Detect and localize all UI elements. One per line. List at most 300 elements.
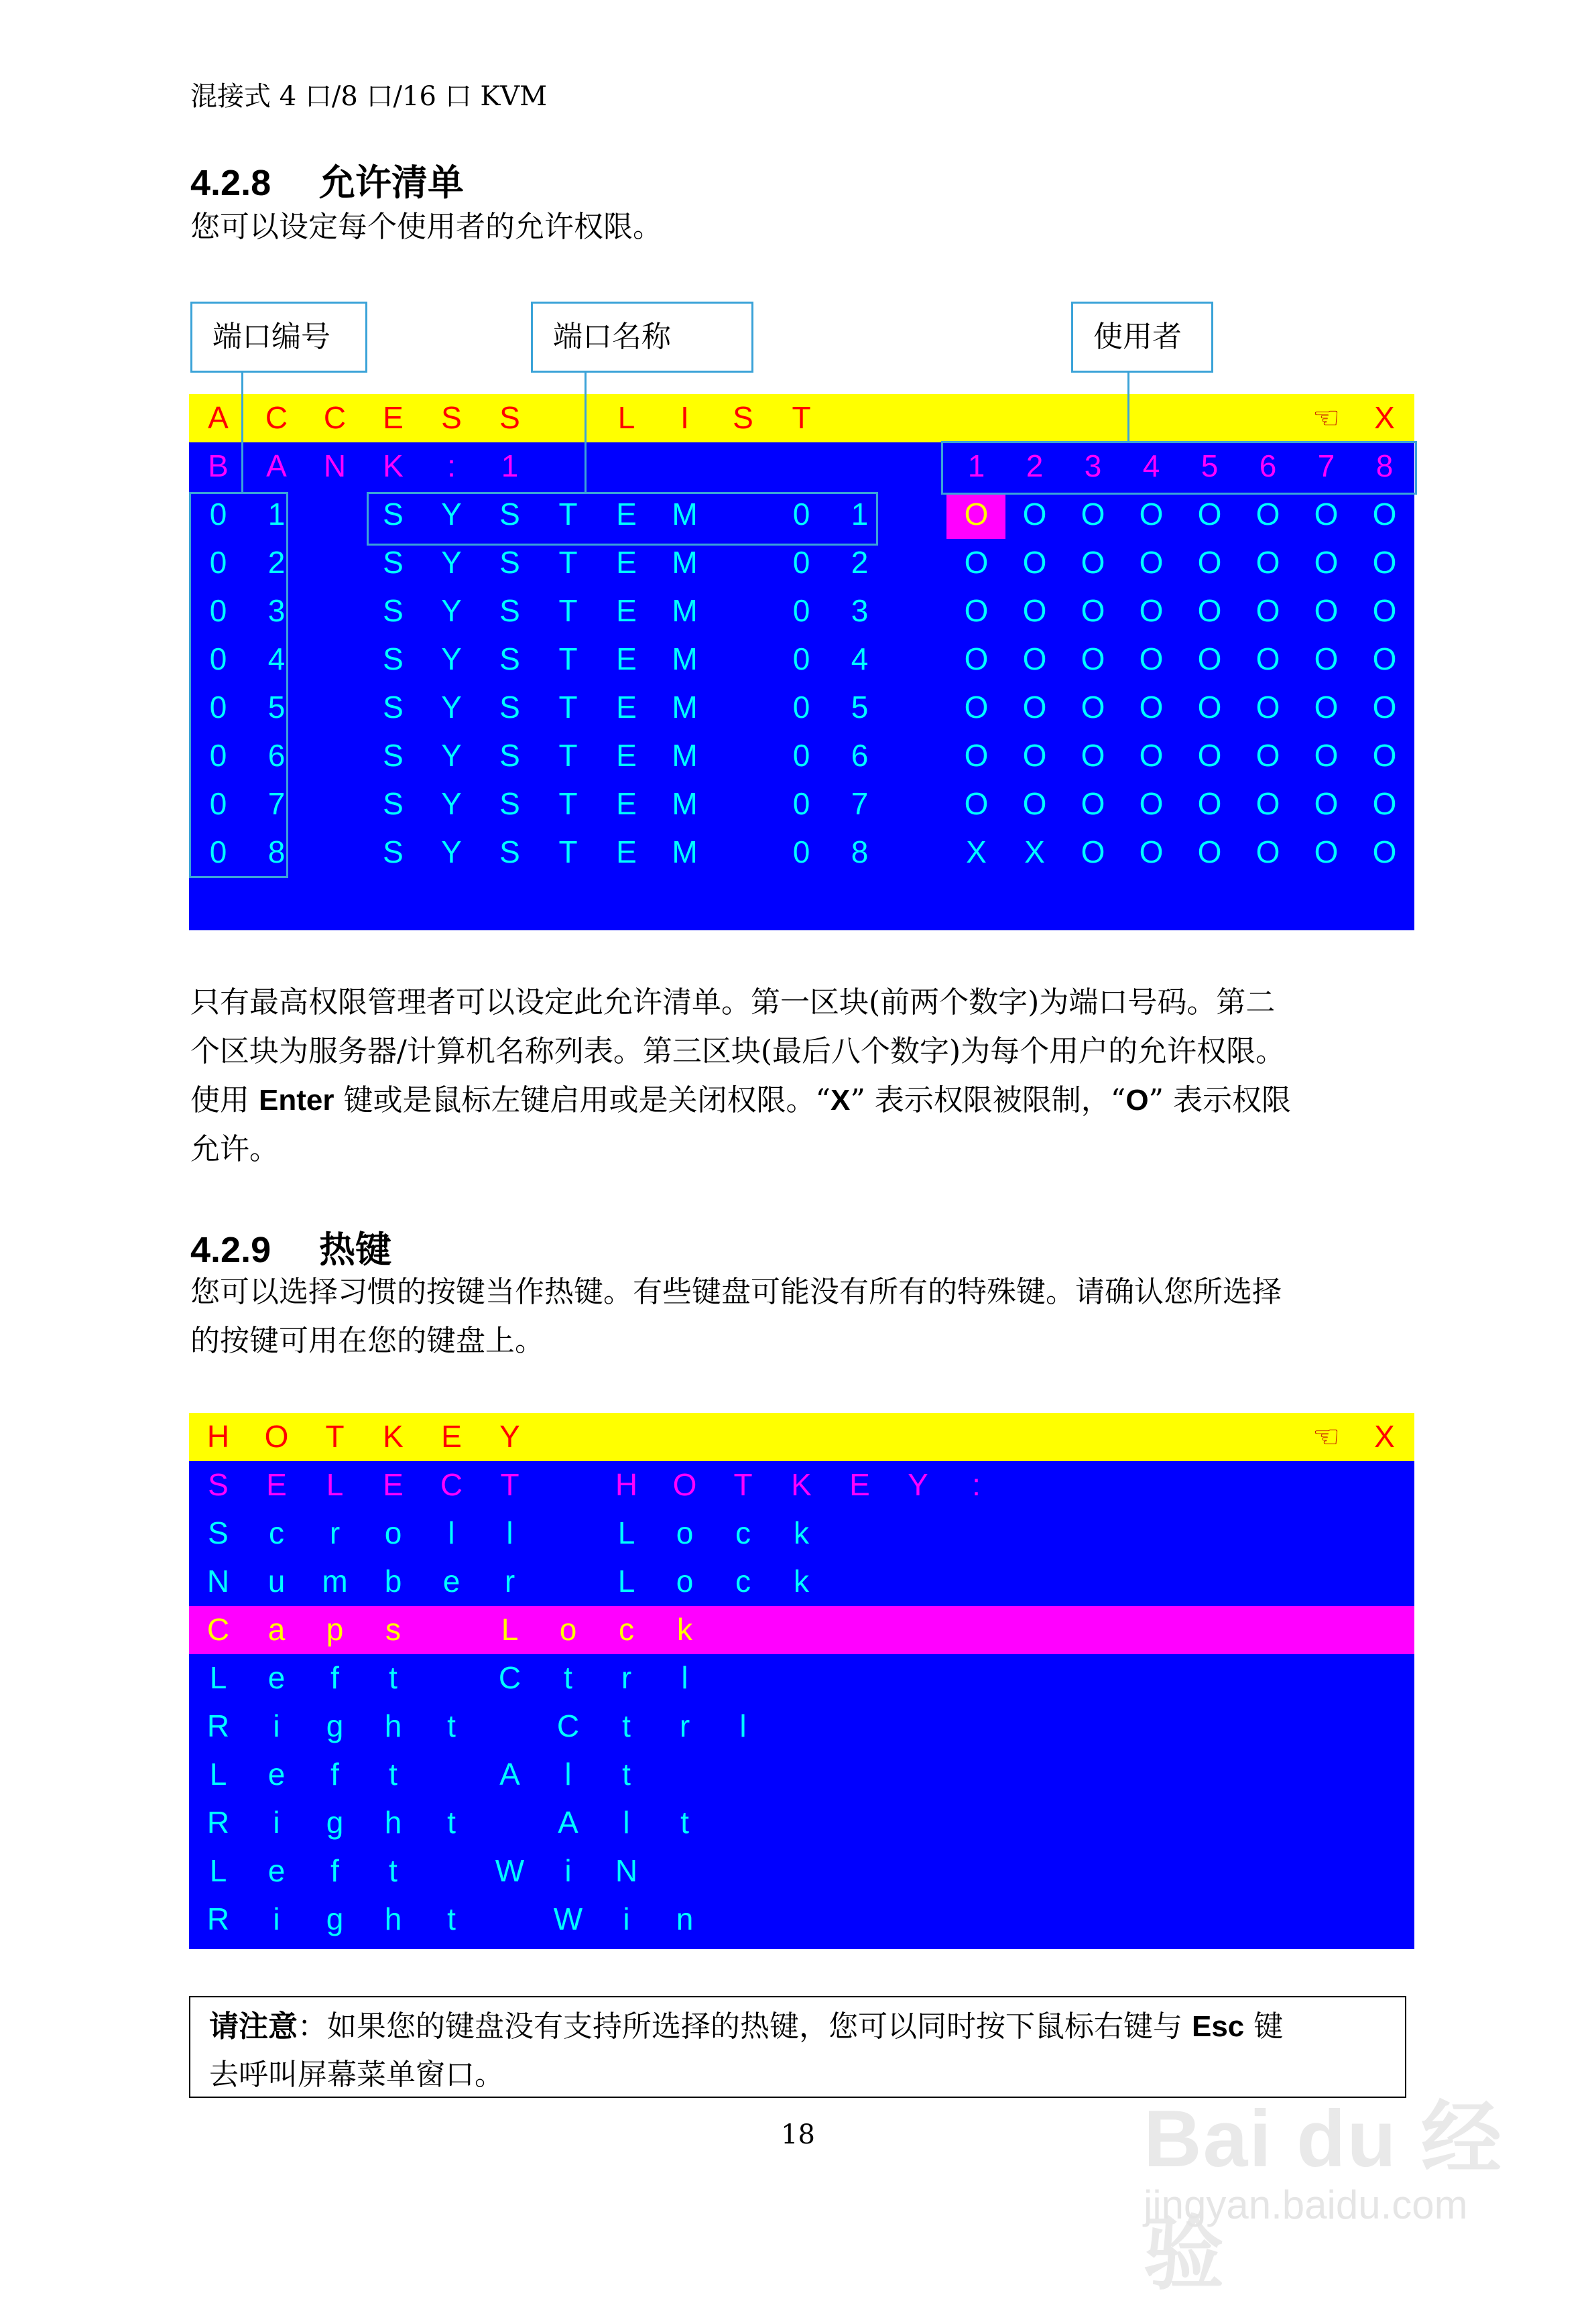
hotkey-option-char: s bbox=[385, 1612, 401, 1647]
note-line-2: 去呼叫屏幕菜单窗口。 bbox=[209, 2058, 504, 2092]
hotkey-option-char: t bbox=[447, 1902, 456, 1936]
hotkey-option-char: h bbox=[384, 1805, 402, 1840]
port-name-char: E bbox=[616, 690, 637, 725]
section-title: 允许清单 bbox=[319, 161, 464, 204]
port-number-char: 0 bbox=[209, 690, 227, 725]
permission-toggle[interactable]: O bbox=[964, 545, 989, 580]
permission-toggle[interactable]: O bbox=[1372, 593, 1397, 628]
permission-toggle[interactable]: O bbox=[1139, 593, 1164, 628]
port-name-char: 2 bbox=[851, 545, 869, 580]
access-title-char: A bbox=[208, 400, 229, 435]
callout-port-number bbox=[190, 302, 367, 373]
port-name-char: T bbox=[558, 786, 578, 821]
callout-port-name-label: 端口名称 bbox=[553, 320, 671, 354]
port-name-char: 7 bbox=[851, 786, 869, 821]
hotkey-option-char: l bbox=[623, 1805, 630, 1840]
port-name-char: M bbox=[672, 834, 698, 869]
permission-toggle[interactable]: O bbox=[1372, 786, 1397, 821]
permission-toggle[interactable]: X bbox=[1024, 834, 1045, 869]
access-title-char: I bbox=[680, 400, 689, 435]
port-name-char: S bbox=[499, 690, 520, 725]
port-name-char: S bbox=[383, 593, 404, 628]
port-name-char: 1 bbox=[851, 497, 869, 532]
hotkey-option-char: l bbox=[506, 1515, 513, 1550]
port-number-char: 0 bbox=[209, 738, 227, 773]
permission-toggle[interactable]: O bbox=[1197, 593, 1222, 628]
port-name-char: T bbox=[558, 738, 578, 773]
hotkey-option-char: f bbox=[330, 1853, 339, 1888]
permission-toggle[interactable]: O bbox=[964, 497, 989, 532]
port-number-char: 2 bbox=[267, 545, 286, 580]
select-hotkey-label-char: E bbox=[849, 1467, 870, 1502]
port-name-char: Y bbox=[441, 690, 462, 725]
callout-users-label: 使用者 bbox=[1093, 320, 1182, 354]
port-number-char: 0 bbox=[209, 834, 227, 869]
permission-toggle[interactable]: O bbox=[1197, 497, 1222, 532]
section-intro: 您可以设定每个使用者的允许权限。 bbox=[190, 210, 662, 244]
hotkey-option-char: k bbox=[794, 1515, 809, 1550]
port-name-char: M bbox=[672, 786, 698, 821]
port-name-char: T bbox=[558, 497, 578, 532]
note-label: 请注意 bbox=[209, 2009, 298, 2044]
select-hotkey-label-char: S bbox=[208, 1467, 229, 1502]
permission-toggle[interactable]: O bbox=[1139, 786, 1164, 821]
permission-toggle[interactable]: O bbox=[1197, 834, 1222, 869]
callout-users bbox=[1071, 302, 1213, 373]
port-name-char: Y bbox=[441, 834, 462, 869]
user-number: 2 bbox=[1026, 448, 1044, 483]
permission-toggle[interactable]: O bbox=[1197, 690, 1222, 725]
hotkey-option-char: C bbox=[206, 1612, 230, 1647]
port-name-char: S bbox=[383, 545, 404, 580]
port-name-char: T bbox=[558, 641, 578, 676]
select-hotkey-label-char: O bbox=[672, 1467, 697, 1502]
hotkey-option-char: e bbox=[267, 1757, 286, 1792]
permission-toggle[interactable]: O bbox=[1197, 786, 1222, 821]
hotkey-option-char: R bbox=[206, 1805, 230, 1840]
port-name-char: E bbox=[616, 738, 637, 773]
permission-toggle[interactable]: O bbox=[1022, 641, 1047, 676]
hotkey-option-char: r bbox=[329, 1515, 341, 1550]
esc-key-label: Esc bbox=[1191, 2010, 1245, 2043]
permission-toggle[interactable]: O bbox=[1081, 641, 1105, 676]
port-name-char: Y bbox=[441, 738, 462, 773]
hotkey-option-char: m bbox=[322, 1564, 348, 1599]
permission-toggle[interactable]: O bbox=[1255, 497, 1280, 532]
select-hotkey-label-char: L bbox=[326, 1467, 344, 1502]
select-hotkey-label-char: T bbox=[500, 1467, 519, 1502]
port-number-char: 0 bbox=[209, 641, 227, 676]
port-name-char: E bbox=[616, 834, 637, 869]
note-text-a: ：如果您的键盘没有支持所选择的热键，您可以同时按下鼠标右键与 bbox=[298, 2009, 1192, 2044]
permission-toggle[interactable]: O bbox=[1139, 738, 1164, 773]
hotkey-option-char: k bbox=[794, 1564, 809, 1599]
hotkey-option-char: u bbox=[267, 1564, 286, 1599]
hotkey-option-char: C bbox=[498, 1660, 521, 1695]
port-name-char: 8 bbox=[851, 834, 869, 869]
hotkey-option-char: t bbox=[680, 1805, 689, 1840]
user-number: 6 bbox=[1259, 448, 1277, 483]
permission-toggle[interactable]: O bbox=[1255, 834, 1280, 869]
access-title-char: L bbox=[617, 400, 635, 435]
permission-toggle[interactable]: O bbox=[1022, 497, 1047, 532]
permission-toggle[interactable]: O bbox=[1139, 834, 1164, 869]
port-name-char: M bbox=[672, 593, 698, 628]
callout-connector-port-name bbox=[585, 373, 587, 492]
hotkey-option-char: c bbox=[735, 1564, 751, 1599]
port-name-char: 5 bbox=[851, 690, 869, 725]
port-name-char: S bbox=[499, 545, 520, 580]
callout-connector-port-number bbox=[241, 373, 243, 492]
permission-toggle[interactable]: O bbox=[1081, 593, 1105, 628]
hotkey-option-char: i bbox=[623, 1902, 630, 1936]
permission-toggle[interactable]: O bbox=[1314, 834, 1339, 869]
hotkey-option-char: b bbox=[384, 1564, 402, 1599]
user-number: 3 bbox=[1084, 448, 1102, 483]
hotkey-option-char: L bbox=[617, 1564, 635, 1599]
permission-toggle[interactable]: O bbox=[1255, 593, 1280, 628]
hotkey-intro-line-2: 的按键可用在您的键盘上。 bbox=[190, 1324, 544, 1358]
hotkey-title-char: Y bbox=[499, 1419, 520, 1454]
permission-toggle[interactable]: O bbox=[964, 738, 989, 773]
hand-pointer-icon: ☜ bbox=[1312, 400, 1341, 435]
body-line-4: 允许。 bbox=[190, 1132, 279, 1166]
port-name-char: S bbox=[499, 497, 520, 532]
bank-label-char: K bbox=[383, 448, 404, 483]
hotkey-option-char: k bbox=[677, 1612, 692, 1647]
permission-toggle[interactable]: O bbox=[1197, 641, 1222, 676]
hotkey-option-char: h bbox=[384, 1708, 402, 1743]
hotkey-option-char: L bbox=[617, 1515, 635, 1550]
hotkey-option-char: L bbox=[501, 1612, 519, 1647]
permission-toggle[interactable]: O bbox=[1139, 497, 1164, 532]
port-name-char: S bbox=[383, 497, 404, 532]
hotkey-option-char: g bbox=[326, 1708, 344, 1743]
port-name-char: 0 bbox=[792, 834, 810, 869]
permission-toggle[interactable]: X bbox=[966, 834, 987, 869]
port-number-char: 0 bbox=[209, 593, 227, 628]
select-hotkey-label-char: C bbox=[440, 1467, 463, 1502]
hotkey-option-char: W bbox=[553, 1902, 583, 1936]
access-title-char: E bbox=[383, 400, 404, 435]
permission-toggle[interactable]: O bbox=[1255, 545, 1280, 580]
permission-toggle[interactable]: O bbox=[964, 786, 989, 821]
permission-toggle[interactable]: O bbox=[1197, 738, 1222, 773]
callout-connector-users bbox=[1127, 373, 1129, 441]
x-symbol: X bbox=[830, 1084, 851, 1117]
port-name-char: Y bbox=[441, 497, 462, 532]
port-number-char: 7 bbox=[267, 786, 286, 821]
section-title: 热键 bbox=[319, 1228, 391, 1271]
access-title-char: C bbox=[265, 400, 288, 435]
permission-toggle[interactable]: O bbox=[1255, 786, 1280, 821]
port-number-char: 5 bbox=[267, 690, 286, 725]
hotkey-option-char: e bbox=[267, 1660, 286, 1695]
body-line-3-c: ” 表示权限被限制，“ bbox=[850, 1083, 1126, 1117]
baidu-watermark bbox=[1144, 2048, 1519, 2299]
port-name-char: 0 bbox=[792, 690, 810, 725]
port-name-char: T bbox=[558, 545, 578, 580]
body-line-3-d: ” 表示权限 bbox=[1148, 1083, 1292, 1117]
hotkey-option-char: W bbox=[495, 1853, 525, 1888]
hotkey-option-char: L bbox=[209, 1757, 227, 1792]
port-number-char: 0 bbox=[209, 497, 227, 532]
port-number-char: 1 bbox=[267, 497, 286, 532]
permission-toggle[interactable]: O bbox=[1022, 786, 1047, 821]
hotkey-option-char: g bbox=[326, 1902, 344, 1936]
close-icon[interactable]: X bbox=[1374, 1419, 1395, 1454]
hotkey-option-char: f bbox=[330, 1660, 339, 1695]
hotkey-option-char: L bbox=[209, 1853, 227, 1888]
hotkey-option-char: A bbox=[558, 1805, 578, 1840]
hotkey-option-char: t bbox=[447, 1708, 456, 1743]
permission-toggle[interactable]: O bbox=[1372, 497, 1397, 532]
hotkey-option-char: c bbox=[269, 1515, 284, 1550]
select-hotkey-label-char: Y bbox=[908, 1467, 928, 1502]
watermark-logo-text: Bai du 经验 bbox=[1144, 2094, 1503, 2299]
port-name-char: E bbox=[616, 641, 637, 676]
port-number-char: 6 bbox=[267, 738, 286, 773]
port-name-char: 0 bbox=[792, 593, 810, 628]
permission-toggle[interactable]: O bbox=[1255, 641, 1280, 676]
hotkey-option-char: t bbox=[389, 1660, 397, 1695]
hotkey-option-char: R bbox=[206, 1708, 230, 1743]
access-title-char: S bbox=[733, 400, 753, 435]
permission-toggle[interactable]: O bbox=[1372, 738, 1397, 773]
port-name-char: 0 bbox=[792, 545, 810, 580]
permission-toggle[interactable]: O bbox=[1314, 545, 1339, 580]
permission-toggle[interactable]: O bbox=[1314, 593, 1339, 628]
hotkey-intro-line-1: 您可以选择习惯的按键当作热键。有些键盘可能没有所有的特殊键。请确认您所选择 bbox=[190, 1275, 1282, 1309]
hotkey-option-char: S bbox=[208, 1515, 229, 1550]
port-name-char: Y bbox=[441, 593, 462, 628]
hotkey-title-char: E bbox=[441, 1419, 462, 1454]
hotkey-option-char: t bbox=[622, 1757, 631, 1792]
port-name-char: S bbox=[383, 738, 404, 773]
port-name-outline bbox=[367, 492, 878, 546]
permission-toggle[interactable]: O bbox=[1314, 786, 1339, 821]
permission-toggle[interactable]: O bbox=[1372, 690, 1397, 725]
permission-toggle[interactable]: O bbox=[1372, 641, 1397, 676]
port-name-char: S bbox=[383, 690, 404, 725]
permission-toggle[interactable]: O bbox=[1081, 834, 1105, 869]
select-hotkey-label-char: : bbox=[972, 1467, 981, 1502]
permission-toggle[interactable]: O bbox=[1081, 738, 1105, 773]
port-name-char: M bbox=[672, 690, 698, 725]
hotkey-option-char: c bbox=[735, 1515, 751, 1550]
hotkey-title-char: O bbox=[264, 1419, 289, 1454]
port-number-char: 0 bbox=[209, 545, 227, 580]
port-name-char: M bbox=[672, 545, 698, 580]
permission-toggle[interactable]: O bbox=[1022, 593, 1047, 628]
hotkey-option-char: g bbox=[326, 1805, 344, 1840]
access-title-char: C bbox=[323, 400, 347, 435]
bank-label-char: B bbox=[208, 448, 229, 483]
port-number-char: 0 bbox=[209, 786, 227, 821]
hotkey-option-char: r bbox=[679, 1708, 690, 1743]
port-name-char: 0 bbox=[792, 738, 810, 773]
selected-option-highlight bbox=[189, 1606, 1414, 1654]
select-hotkey-label-char: T bbox=[733, 1467, 753, 1502]
section-number: 4.2.8 bbox=[190, 163, 271, 203]
select-hotkey-label-char: E bbox=[266, 1467, 287, 1502]
hotkey-option-char: n bbox=[676, 1902, 694, 1936]
section-heading-4-2-8 bbox=[190, 154, 464, 206]
permission-toggle[interactable]: O bbox=[1314, 738, 1339, 773]
hotkey-option-char: c bbox=[619, 1612, 634, 1647]
port-name-char: S bbox=[383, 641, 404, 676]
hotkey-option-char: o bbox=[384, 1515, 402, 1550]
note-line-1 bbox=[209, 2003, 1386, 2051]
user-numbers-outline bbox=[941, 441, 1417, 495]
bank-label-char: A bbox=[266, 448, 287, 483]
hotkey-option-char: f bbox=[330, 1757, 339, 1792]
access-title-char: S bbox=[499, 400, 520, 435]
port-name-char: E bbox=[616, 593, 637, 628]
permission-toggle[interactable]: O bbox=[1022, 738, 1047, 773]
port-number-char: 3 bbox=[267, 593, 286, 628]
port-name-char: S bbox=[383, 834, 404, 869]
permission-toggle[interactable]: O bbox=[1022, 690, 1047, 725]
user-number: 1 bbox=[967, 448, 985, 483]
select-hotkey-label-char: K bbox=[791, 1467, 812, 1502]
port-number-char: 4 bbox=[267, 641, 286, 676]
hotkey-option-char: h bbox=[384, 1902, 402, 1936]
port-name-char: S bbox=[383, 786, 404, 821]
hotkey-title-char: K bbox=[383, 1419, 404, 1454]
body-line-3 bbox=[190, 1076, 1291, 1125]
permission-toggle[interactable]: O bbox=[964, 690, 989, 725]
port-name-char: S bbox=[499, 641, 520, 676]
section-heading-4-2-9 bbox=[190, 1221, 391, 1273]
hotkey-option-char: R bbox=[206, 1902, 230, 1936]
hotkey-option-char: l bbox=[739, 1708, 747, 1743]
port-name-char: Y bbox=[441, 786, 462, 821]
port-name-char: 0 bbox=[792, 497, 810, 532]
port-name-char: S bbox=[499, 786, 520, 821]
port-name-char: M bbox=[672, 641, 698, 676]
hotkey-option-char: i bbox=[273, 1902, 280, 1936]
permission-toggle[interactable]: O bbox=[1314, 690, 1339, 725]
hotkey-option-char: o bbox=[676, 1564, 694, 1599]
permission-toggle[interactable]: O bbox=[1255, 738, 1280, 773]
hotkey-option-char: l bbox=[448, 1515, 455, 1550]
permission-toggle[interactable]: O bbox=[1081, 690, 1105, 725]
hotkey-option-char: i bbox=[564, 1853, 572, 1888]
permission-toggle[interactable]: O bbox=[1139, 641, 1164, 676]
permission-toggle[interactable]: O bbox=[1314, 497, 1339, 532]
hotkey-option-char: i bbox=[273, 1805, 280, 1840]
permission-toggle[interactable]: O bbox=[1372, 545, 1397, 580]
hotkey-option-char: N bbox=[615, 1853, 638, 1888]
port-name-char: E bbox=[616, 545, 637, 580]
permission-toggle[interactable]: O bbox=[1081, 786, 1105, 821]
hotkey-option-char: o bbox=[559, 1612, 577, 1647]
hotkey-option-char: t bbox=[564, 1660, 572, 1695]
hotkey-option-char: p bbox=[326, 1612, 344, 1647]
user-number: 5 bbox=[1201, 448, 1219, 483]
hotkey-option-char: t bbox=[389, 1853, 397, 1888]
user-number: 8 bbox=[1375, 448, 1394, 483]
port-name-char: Y bbox=[441, 545, 462, 580]
port-name-char: 0 bbox=[792, 641, 810, 676]
close-icon[interactable]: X bbox=[1374, 400, 1395, 435]
port-name-char: 0 bbox=[792, 786, 810, 821]
permission-toggle[interactable]: O bbox=[1372, 834, 1397, 869]
callout-port-number-label: 端口编号 bbox=[212, 320, 330, 354]
port-name-char: S bbox=[499, 593, 520, 628]
user-number: 4 bbox=[1142, 448, 1160, 483]
hotkey-option-char: C bbox=[556, 1708, 580, 1743]
select-hotkey-label-char: E bbox=[383, 1467, 404, 1502]
body-line-3-b: 键或是鼠标左键启用或是关闭权限。“ bbox=[334, 1083, 831, 1117]
port-name-char: 4 bbox=[851, 641, 869, 676]
hotkey-screen bbox=[189, 1413, 1414, 1949]
port-name-char: E bbox=[616, 786, 637, 821]
permission-toggle[interactable]: O bbox=[1197, 545, 1222, 580]
hotkey-option-char: t bbox=[622, 1708, 631, 1743]
hotkey-option-char: i bbox=[273, 1708, 280, 1743]
permission-toggle[interactable]: O bbox=[1255, 690, 1280, 725]
port-name-char: E bbox=[616, 497, 637, 532]
hotkey-option-char: A bbox=[499, 1757, 520, 1792]
section-number: 4.2.9 bbox=[190, 1230, 271, 1270]
port-name-char: T bbox=[558, 593, 578, 628]
select-hotkey-label-char: H bbox=[615, 1467, 638, 1502]
permission-toggle[interactable]: O bbox=[1081, 497, 1105, 532]
port-name-char: 6 bbox=[851, 738, 869, 773]
hotkey-option-char: t bbox=[447, 1805, 456, 1840]
permission-toggle[interactable]: O bbox=[1139, 545, 1164, 580]
body-line-1: 只有最高权限管理者可以设定此允许清单。第一区块(前两个数字)为端口号码。第二 bbox=[190, 985, 1276, 1019]
hotkey-option-char: t bbox=[389, 1757, 397, 1792]
body-line-3-a: 使用 bbox=[190, 1083, 259, 1117]
running-header: 混接式 4 口/8 口/16 口 KVM bbox=[190, 81, 548, 112]
hotkey-title-char: H bbox=[206, 1419, 230, 1454]
hotkey-option-char: e bbox=[267, 1853, 286, 1888]
access-title-char: S bbox=[441, 400, 462, 435]
permission-toggle[interactable]: O bbox=[964, 641, 989, 676]
hotkey-option-char: l bbox=[564, 1757, 572, 1792]
bank-label-char: N bbox=[323, 448, 347, 483]
permission-toggle[interactable]: O bbox=[1139, 690, 1164, 725]
hotkey-option-char: r bbox=[621, 1660, 632, 1695]
hotkey-option-char: N bbox=[206, 1564, 230, 1599]
port-name-char: T bbox=[558, 690, 578, 725]
body-line-2: 个区块为服务器/计算机名称列表。第三区块(最后八个数字)为每个用户的允许权限。 bbox=[190, 1034, 1286, 1068]
callout-port-name bbox=[531, 302, 753, 373]
hotkey-option-char: r bbox=[504, 1564, 515, 1599]
port-number-char: 8 bbox=[267, 834, 286, 869]
user-number: 7 bbox=[1317, 448, 1335, 483]
hotkey-option-char: a bbox=[267, 1612, 286, 1647]
o-symbol: O bbox=[1125, 1084, 1149, 1117]
hotkey-option-char: e bbox=[442, 1564, 461, 1599]
port-name-char: S bbox=[499, 834, 520, 869]
port-name-char: M bbox=[672, 497, 698, 532]
note-text-b: 键 bbox=[1244, 2009, 1284, 2044]
port-name-char: T bbox=[558, 834, 578, 869]
bank-label-char: 1 bbox=[501, 448, 519, 483]
hotkey-option-char: L bbox=[209, 1660, 227, 1695]
hotkey-title-char: T bbox=[325, 1419, 345, 1454]
permission-toggle[interactable]: O bbox=[1314, 641, 1339, 676]
port-name-char: 3 bbox=[851, 593, 869, 628]
permission-toggle[interactable]: O bbox=[1081, 545, 1105, 580]
permission-toggle[interactable]: O bbox=[1022, 545, 1047, 580]
permission-toggle[interactable]: O bbox=[964, 593, 989, 628]
port-name-char: S bbox=[499, 738, 520, 773]
